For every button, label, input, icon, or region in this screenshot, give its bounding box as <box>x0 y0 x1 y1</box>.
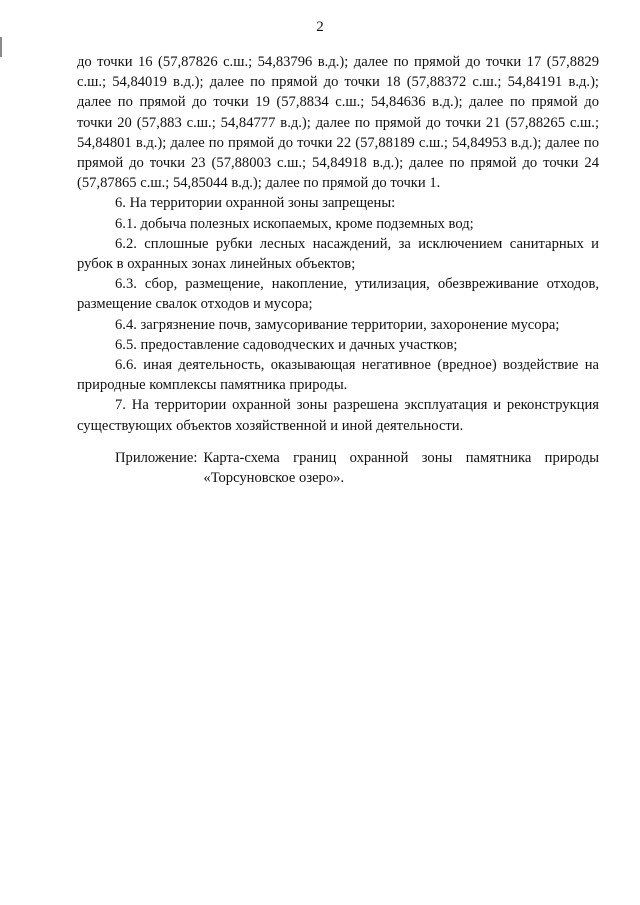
document-body <box>77 52 599 488</box>
paragraph-prohibitions-heading: 6. На территории охранной зоны запрещены: <box>115 195 396 212</box>
appendix-label: Приложение: <box>115 449 198 466</box>
scan-edge-mark <box>0 37 2 57</box>
paragraph-item-6-4: 6.4. загрязнение почв, замусоривание территории, захоронение мусора; <box>115 316 560 333</box>
paragraph-item-6-1: 6.1. добыча полезных ископаемых, кроме подземных вод; <box>115 215 474 232</box>
paragraph-item-6-6: 6.6. иная деятельность, оказывающая негативное (вредное) воздействие на природные комплексы памятника природы. <box>77 357 599 394</box>
paragraph-item-6-3: 6.3. сбор, размещение, накопление, утилизация, обезвреживание отходов, размещение свалок отходов и мусора; <box>77 276 599 313</box>
appendix-text: Карта-схема границ охранной зоны памятника природы «Торсуновское озеро». <box>203 449 599 487</box>
paragraph-item-6-2: 6.2. сплошные рубки лесных насаждений, за исключением санитарных и рубок в охранных зонах линейных объектов; <box>77 235 599 273</box>
paragraph-item-7: 7. На территории охранной зоны разрешена эксплуатация и реконструкция существующих объектов хозяйственной и иной деятельности. <box>77 397 599 434</box>
paragraph-boundary-points: до точки 16 (57,87826 с.ш.; 54,83796 в.д.); далее по прямой до точки 17 (57,8829 с.ш.; 54,84019 в.д.); далее по прямой до точки 18 (57,88372 с.ш.; 54,84191 в.д.); далее по прямой до точки 19 (57,8834 с.ш.; 54,84636 в.д.); далее по прямой до точки 20 (57,883 с.ш.; 54,84777 в.д.); далее по прямой до точки 21 (57,88265 с.ш.; 54,84801 в.д.); далее по прямой до точки 22 (57,88189 с.ш.; 54,84953 в.д.); далее по прямой до точки 23 (57,88003 с.ш.; 54,84918 в.д.); далее по прямой до точки 24 (57,87865 с.ш.; 54,85044 в.д.); далее по прямой до точки 1. <box>77 54 599 192</box>
paragraph-item-6-5: 6.5. предоставление садоводческих и дачных участков; <box>115 336 458 353</box>
appendix <box>77 448 599 488</box>
page-number: 2 <box>316 19 324 35</box>
